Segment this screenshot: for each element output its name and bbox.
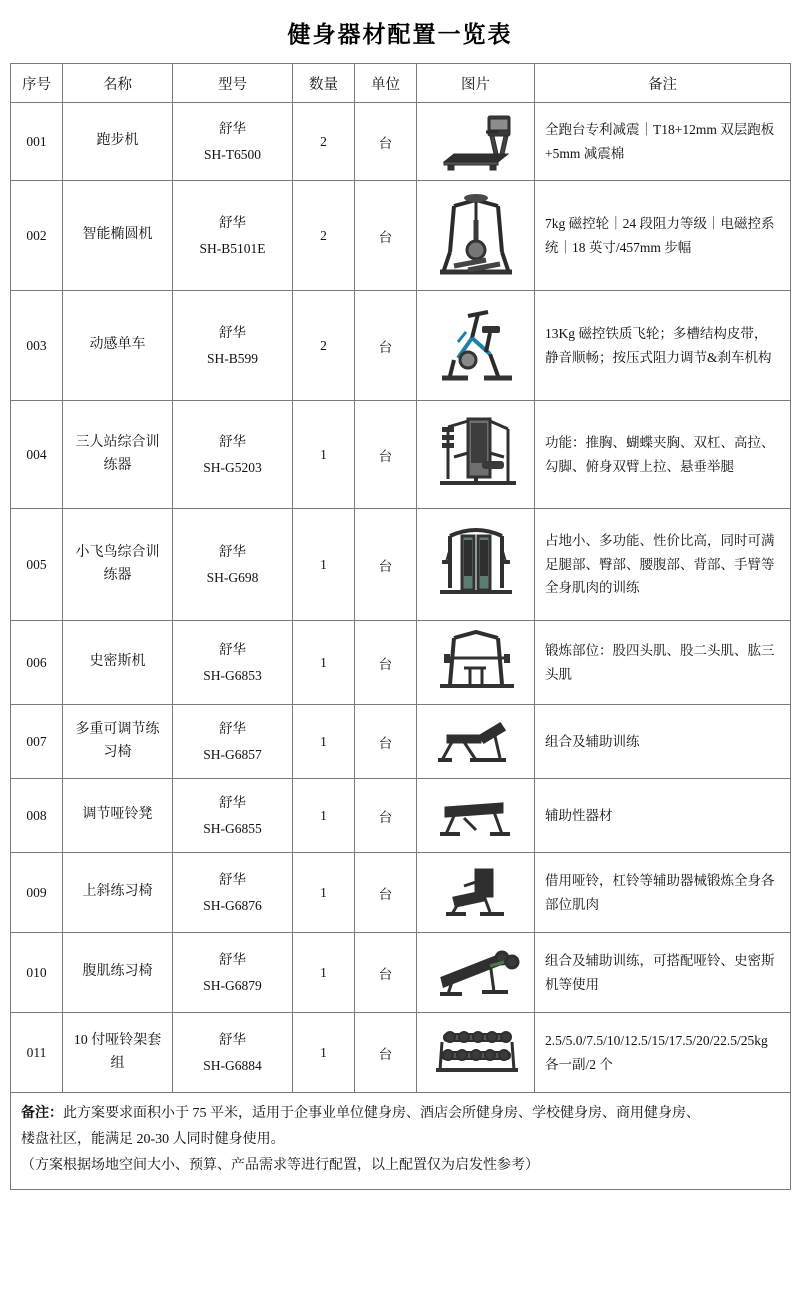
row-unit: 台	[355, 509, 417, 621]
row-unit: 台	[355, 621, 417, 705]
table-row	[11, 621, 791, 705]
dumbbell-rack-icon	[422, 1024, 530, 1082]
row-index: 002	[11, 181, 63, 291]
row-code: SH-G5203	[203, 459, 262, 475]
row-index: 004	[11, 401, 63, 509]
row-picture	[417, 291, 535, 401]
column-header-note: 备注	[535, 64, 791, 103]
row-model	[173, 401, 293, 509]
footer-text-1: 此方案要求面积小于 75 平米，适用于企事业单位健身房、酒店会所健身房、学校健身房、商用健身房、	[63, 1106, 700, 1121]
row-code: SH-G6876	[203, 897, 262, 913]
table-row	[11, 291, 791, 401]
row-brand: 舒华	[219, 1031, 246, 1047]
row-unit: 台	[355, 181, 417, 291]
ab-bench-icon	[422, 944, 530, 1002]
table-row	[11, 1013, 791, 1093]
row-note: 占地小、多功能、性价比高，同时可满足腿部、臀部、腰腹部、背部、手臂等全身肌肉的训练	[535, 509, 791, 621]
row-brand: 舒华	[219, 720, 246, 736]
table-footer	[11, 1093, 791, 1190]
table-header	[11, 64, 791, 103]
table-row	[11, 853, 791, 933]
row-brand: 舒华	[219, 120, 246, 136]
footer-line-3: （方案根据场地空间大小、预算、产品需求等进行配置，以上配置仅为启发性参考）	[21, 1157, 539, 1173]
row-model	[173, 509, 293, 621]
footer-line-2: 楼盘社区，能满足 20-30 人同时健身使用。	[21, 1131, 285, 1147]
row-index: 010	[11, 933, 63, 1013]
row-note: 2.5/5.0/7.5/10/12.5/15/17.5/20/22.5/25kg 各一副/2 个	[535, 1013, 791, 1093]
row-quantity: 1	[293, 401, 355, 509]
row-model	[173, 291, 293, 401]
row-note: 组合及辅助训练	[535, 705, 791, 779]
table-body	[11, 103, 791, 1093]
row-unit: 台	[355, 1013, 417, 1093]
row-name: 动感单车	[63, 291, 173, 401]
row-note: 7kg 磁控轮｜24 段阻力等级｜电磁控系统｜18 英寸/457mm 步幅	[535, 181, 791, 291]
spin-bike-icon	[422, 302, 530, 390]
row-unit: 台	[355, 705, 417, 779]
row-name: 跑步机	[63, 103, 173, 181]
column-header-model: 型号	[173, 64, 293, 103]
column-header-picture: 图片	[417, 64, 535, 103]
row-brand: 舒华	[219, 641, 246, 657]
table-row	[11, 509, 791, 621]
row-quantity: 1	[293, 933, 355, 1013]
row-quantity: 1	[293, 853, 355, 933]
row-code: SH-B599	[206, 350, 258, 366]
row-model	[173, 779, 293, 853]
row-brand: 舒华	[219, 871, 246, 887]
row-note: 功能：推胸、蝴蝶夹胸、双杠、高拉、勾脚、俯身双臂上拉、悬垂举腿	[535, 401, 791, 509]
row-model	[173, 621, 293, 705]
row-name: 上斜练习椅	[63, 853, 173, 933]
column-header-name: 名称	[63, 64, 173, 103]
column-header-index: 序号	[11, 64, 63, 103]
row-picture	[417, 509, 535, 621]
row-name: 腹肌练习椅	[63, 933, 173, 1013]
row-name: 多重可调节练习椅	[63, 705, 173, 779]
row-quantity: 1	[293, 621, 355, 705]
row-quantity: 2	[293, 103, 355, 181]
table-row	[11, 779, 791, 853]
row-unit: 台	[355, 933, 417, 1013]
row-note: 锻炼部位：股四头肌、股二头肌、肱三头肌	[535, 621, 791, 705]
row-index: 006	[11, 621, 63, 705]
row-unit: 台	[355, 853, 417, 933]
row-model	[173, 933, 293, 1013]
row-brand: 舒华	[219, 433, 246, 449]
row-code: SH-G6879	[203, 977, 262, 993]
footer-row	[11, 1093, 791, 1190]
page-title: 健身器材配置一览表	[287, 22, 513, 47]
row-name: 10 付哑铃架套组	[63, 1013, 173, 1093]
row-quantity: 1	[293, 509, 355, 621]
row-code: SH-B5101E	[199, 240, 266, 256]
row-note: 全跑台专利减震｜T18+12mm 双层跑板+5mm 减震棉	[535, 103, 791, 181]
row-index: 001	[11, 103, 63, 181]
row-unit: 台	[355, 401, 417, 509]
row-code: SH-G6853	[203, 667, 262, 683]
row-model	[173, 1013, 293, 1093]
row-unit: 台	[355, 779, 417, 853]
row-model	[173, 705, 293, 779]
row-brand: 舒华	[219, 324, 246, 340]
row-quantity: 1	[293, 1013, 355, 1093]
row-name: 智能椭圆机	[63, 181, 173, 291]
row-model	[173, 181, 293, 291]
footer-label: 备注：	[21, 1106, 63, 1121]
row-code: SH-G6857	[203, 746, 262, 762]
adjustable-bench-icon	[422, 714, 530, 770]
row-quantity: 1	[293, 779, 355, 853]
row-code: SH-G6884	[203, 1057, 262, 1073]
row-index: 003	[11, 291, 63, 401]
row-quantity: 2	[293, 181, 355, 291]
row-note: 辅助性器材	[535, 779, 791, 853]
row-index: 009	[11, 853, 63, 933]
row-name: 史密斯机	[63, 621, 173, 705]
row-picture	[417, 181, 535, 291]
row-brand: 舒华	[219, 794, 246, 810]
row-note: 组合及辅助训练，可搭配哑铃、史密斯机等使用	[535, 933, 791, 1013]
row-brand: 舒华	[219, 951, 246, 967]
row-code: SH-G6855	[203, 820, 262, 836]
row-index: 007	[11, 705, 63, 779]
row-note: 借用哑铃，杠铃等辅助器械锻炼全身各部位肌肉	[535, 853, 791, 933]
row-name: 调节哑铃凳	[63, 779, 173, 853]
row-brand: 舒华	[219, 543, 246, 559]
table-row	[11, 401, 791, 509]
row-code: SH-G698	[206, 569, 259, 585]
row-picture	[417, 103, 535, 181]
table-row	[11, 181, 791, 291]
equipment-table	[10, 63, 791, 1190]
row-picture	[417, 401, 535, 509]
table-row	[11, 705, 791, 779]
flat-bench-icon	[422, 788, 530, 844]
row-index: 008	[11, 779, 63, 853]
row-picture	[417, 1013, 535, 1093]
column-header-quantity: 数量	[293, 64, 355, 103]
multi-station-gym-icon	[422, 409, 530, 501]
table-row	[11, 933, 791, 1013]
row-name: 小飞鸟综合训练器	[63, 509, 173, 621]
row-name: 三人站综合训练器	[63, 401, 173, 509]
row-brand: 舒华	[219, 214, 246, 230]
row-quantity: 1	[293, 705, 355, 779]
cable-crossover-icon	[422, 518, 530, 612]
row-picture	[417, 933, 535, 1013]
treadmill-icon	[422, 110, 530, 174]
elliptical-icon	[422, 190, 530, 282]
row-unit: 台	[355, 291, 417, 401]
row-picture	[417, 779, 535, 853]
footer-note	[11, 1093, 791, 1190]
header-row	[11, 64, 791, 103]
row-picture	[417, 705, 535, 779]
row-model	[173, 103, 293, 181]
row-model	[173, 853, 293, 933]
row-index: 005	[11, 509, 63, 621]
column-header-unit: 单位	[355, 64, 417, 103]
row-picture	[417, 853, 535, 933]
table-row	[11, 103, 791, 181]
smith-machine-icon	[422, 628, 530, 698]
row-unit: 台	[355, 103, 417, 181]
row-note: 13Kg 磁控铁质飞轮；多槽结构皮带，静音顺畅；按压式阻力调节&刹车机构	[535, 291, 791, 401]
incline-bench-icon	[422, 862, 530, 924]
row-index: 011	[11, 1013, 63, 1093]
row-picture	[417, 621, 535, 705]
footer-line-1	[21, 1101, 780, 1127]
row-quantity: 2	[293, 291, 355, 401]
row-code: SH-T6500	[204, 146, 261, 162]
